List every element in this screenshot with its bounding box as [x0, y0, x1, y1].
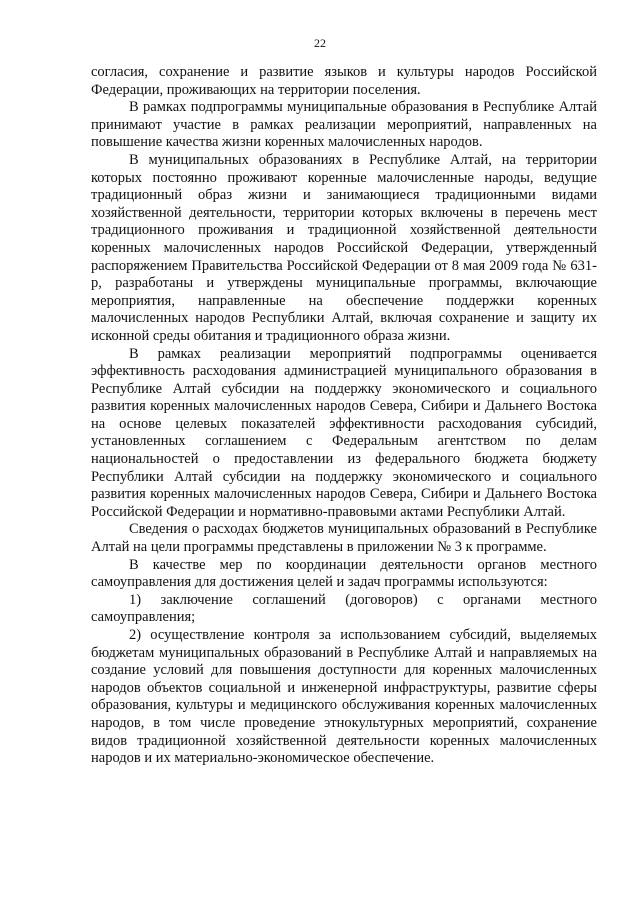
paragraph: Сведения о расходах бюджетов муниципальных образований в Республике Алтай на цели программы представлены в приложении № 3 к программе. [91, 521, 597, 556]
list-item: 1) заключение соглашений (договоров) с органами местного самоуправления; [91, 591, 597, 626]
paragraph: В качестве мер по координации деятельности органов местного самоуправления для достижения целей и задач программы используются: [91, 556, 597, 591]
paragraph: В рамках реализации мероприятий подпрограммы оценивается эффективность расходования администрацией муниципального образования в Республике Алтай субсидии на поддержку экономического и социального развития коренных малочисленных народов Севера, Сибири и Дальнего Востока на основе целевых показателей эффективности расходования субсидий, установленных соглашением с Федеральным агентством по делам национальностей о предоставлении из федерального бюджета бюджету Республики Алтай субсидии на поддержку экономического и социального развития коренных малочисленных народов Севера, Сибири и Дальнего Востока Российской Федерации и нормативно-правовыми актами Республики Алтай. [91, 345, 597, 520]
paragraph: В рамках подпрограммы муниципальные образования в Республике Алтай принимают участие в рамках реализации мероприятий, направленных на повышение качества жизни коренных малочисленных народов. [91, 99, 597, 151]
page-number: 22 [314, 36, 326, 50]
document-body [91, 64, 597, 768]
list-item: 2) осуществление контроля за использованием субсидий, выделяемых бюджетам муниципальных образований в Республике Алтай и направляемых на создание условий для повышения доступности для коренных малочисленных народов объектов социальной и инженерной инфраструктуры, развитие сферы образования, культуры и медицинского обслуживания коренных малочисленных народов, в том числе проведение этнокультурных мероприятий, сохранение видов традиционной хозяйственной деятельности коренных малочисленных народов и их материально-экономическое обеспечение. [91, 627, 597, 767]
paragraph: В муниципальных образованиях в Республике Алтай, на территории которых постоянно проживают коренные малочисленные народы, ведущие традиционный образ жизни и занимающиеся традиционными видами хозяйственной деятельности, территории которых включены в перечень мест традиционного проживания и традиционной хозяйственной деятельности коренных малочисленных народов Российской Федерации, утвержденный распоряжением Правительства Российской Федерации от 8 мая 2009 года № 631-р, разработаны и утверждены муниципальные программы, включающие мероприятия, направленные на обеспечение поддержки коренных малочисленных народов Республики Алтай, включая сохранение и защиту их исконной среды обитания и традиционного образа жизни. [91, 151, 597, 344]
paragraph-continuation: согласия, сохранение и развитие языков и культуры народов Российской Федерации, проживающих на территории поселения. [91, 64, 597, 98]
